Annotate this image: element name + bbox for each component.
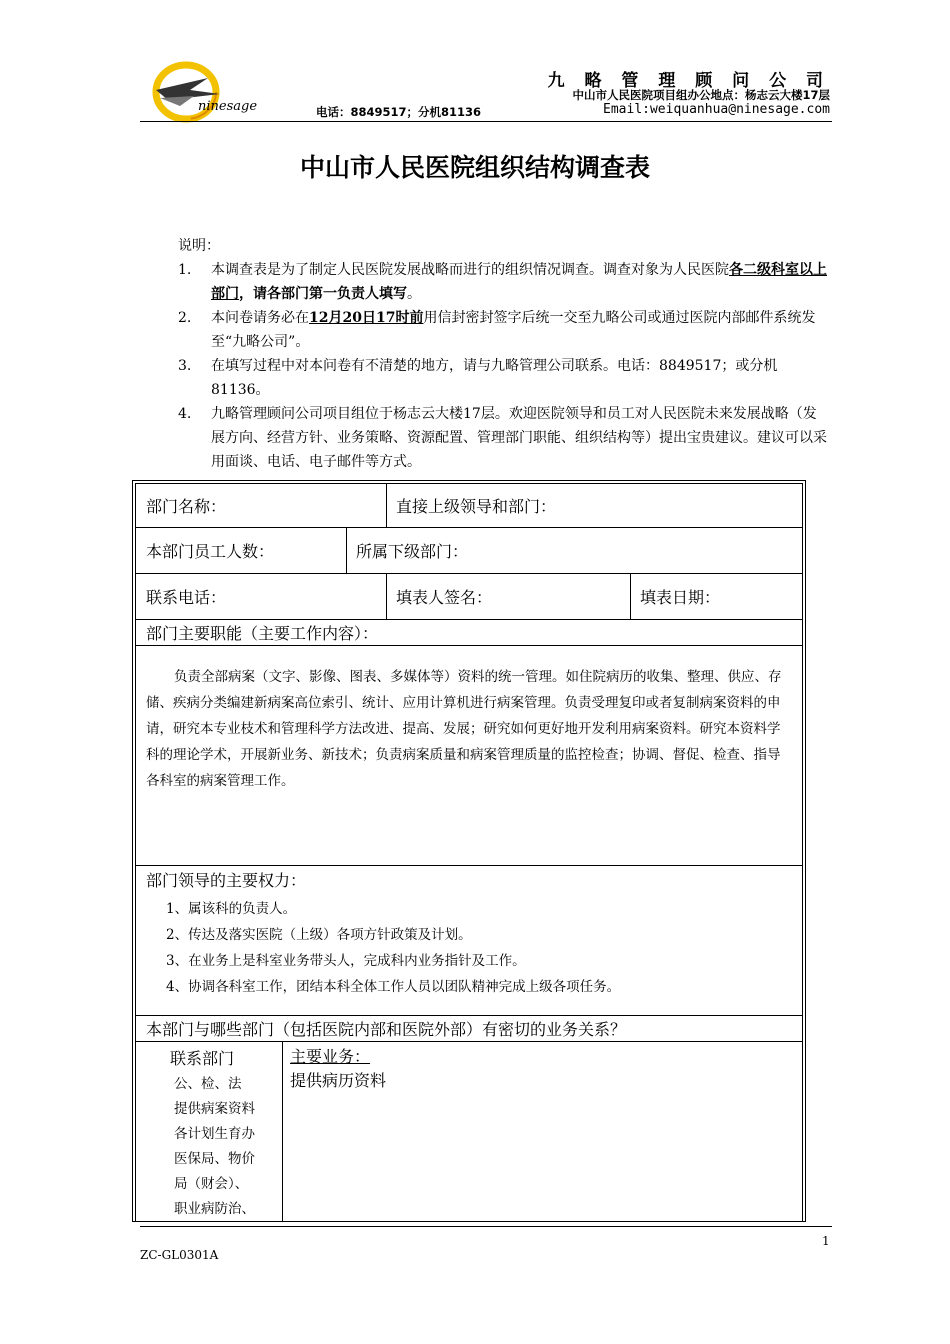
form-row-staff bbox=[136, 528, 802, 574]
note-item bbox=[178, 354, 830, 402]
duties-heading: 部门主要职能（主要工作内容）： bbox=[146, 624, 379, 643]
powers-list[interactable] bbox=[166, 896, 620, 1000]
form-row-relations-head bbox=[136, 1016, 802, 1042]
contact-email-line: Email:weiquanhua@ninesage.com bbox=[603, 102, 830, 117]
note-emphasis: ，请各部门第一负责人填写 bbox=[239, 286, 407, 302]
header-divider bbox=[140, 121, 832, 122]
contact-phone-field[interactable]: 联系电话： bbox=[146, 588, 227, 607]
form-row-contact bbox=[136, 574, 802, 620]
note-text-part: 用信封密封签字后统一交至九略公司或通过医院内部邮件系统发至“九略公司”。 bbox=[211, 310, 816, 350]
powers-heading: 部门领导的主要权力： bbox=[146, 871, 307, 890]
power-item: 1、属该科的负责人。 bbox=[166, 901, 297, 917]
document-code: ZC-GL0301A bbox=[140, 1248, 219, 1262]
main-business-heading: 主要业务： bbox=[290, 1047, 371, 1066]
filler-sign-field[interactable]: 填表人签名： bbox=[396, 588, 493, 607]
contact-dept-item: 公、检、法 bbox=[174, 1076, 242, 1092]
power-item: 4、协调各科室工作，团结本科全体工作人员以团队精神完成上级各项任务。 bbox=[166, 979, 621, 995]
company-name: 九 略 管 理 顾 问 公 司 bbox=[547, 71, 830, 91]
note-text bbox=[211, 306, 830, 354]
fill-date-field[interactable]: 填表日期： bbox=[640, 588, 721, 607]
form-row-duties bbox=[136, 646, 802, 866]
form-row-department bbox=[136, 484, 802, 528]
contact-dept-column[interactable] bbox=[136, 1042, 282, 1221]
note-text-part: 本调查表是为了制定人民医院发展战略而进行的组织情况调查。调查对象为人民医院 bbox=[211, 262, 729, 278]
form-row-powers bbox=[136, 866, 802, 1016]
note-number: 2. bbox=[178, 310, 192, 326]
notes-label: 说明： bbox=[178, 238, 220, 254]
note-item bbox=[178, 306, 830, 354]
ninesage-logo-icon bbox=[150, 60, 270, 130]
dept-name-field[interactable]: 部门名称： bbox=[146, 497, 227, 516]
contact-dept-item: 医保局、物价 bbox=[174, 1151, 255, 1167]
logo-wordmark: ninesage bbox=[198, 99, 258, 114]
note-text: 九略管理顾问公司项目组位于杨志云大楼17层。欢迎医院领导和员工对人民医院未来发展战略（发展方向、经营方针、业务策略、资源配置、管理部门职能、组织结构等）提出宝贵建议。建议可以采用面谈、电话、电子邮件等方式。 bbox=[211, 406, 827, 470]
form-row-duties-head bbox=[136, 620, 802, 646]
subordinates-field[interactable]: 所属下级部门： bbox=[356, 542, 469, 561]
survey-form-table bbox=[132, 480, 806, 1222]
note-number: 4. bbox=[178, 406, 192, 422]
note-deadline: 12月20日17时前 bbox=[309, 310, 424, 326]
staff-count-field[interactable]: 本部门员工人数： bbox=[146, 542, 275, 561]
power-item: 2、传达及落实医院（上级）各项方针政策及计划。 bbox=[166, 927, 472, 943]
note-text: 在填写过程中对本问卷有不清楚的地方，请与九略管理公司联系。电话：8849517；或分机81136。 bbox=[211, 358, 778, 398]
contact-dept-item: 提供病案资料 bbox=[174, 1101, 255, 1117]
note-text bbox=[211, 258, 830, 306]
contact-dept-item: 各计划生育办 bbox=[174, 1126, 255, 1142]
contact-dept-item: 局（财会）、 bbox=[174, 1176, 249, 1192]
form-row-relations bbox=[136, 1042, 802, 1221]
contact-dept-list bbox=[174, 1072, 255, 1222]
superior-field[interactable]: 直接上级领导和部门： bbox=[396, 497, 557, 516]
duties-text[interactable]: 负责全部病案（文字、影像、图表、多媒体等）资料的统一管理。如住院病历的收集、整理、供应、存储、疾病分类编建新病案高位索引、统计、应用计算机进行病案管理。负责受理复印或者复制病案资料的申请，研究本专业枝术和管理科学方法改进、提高、发展；研究如何更好地开发利用病案资料。研究本资料学科的理论学术，开展新业务、新技术；负责病案质量和病案管理质量的监控检查；协调、督促、检查、指导各科室的病案管理工作。 bbox=[146, 669, 782, 789]
note-text-part: 本问卷请务必在 bbox=[211, 310, 309, 326]
note-number: 3. bbox=[178, 358, 192, 374]
contact-dept-item: 职业病防治、 bbox=[174, 1201, 255, 1217]
contact-dept-heading: 联系部门 bbox=[170, 1049, 235, 1068]
main-business-column[interactable] bbox=[282, 1042, 802, 1221]
contact-phone-line: 电话：8849517；分机81136 bbox=[316, 105, 482, 119]
page-number: 1 bbox=[822, 1234, 830, 1248]
document-title: 中山市人民医院组织结构调查表 bbox=[299, 153, 650, 182]
relations-heading: 本部门与哪些部门（包括医院内部和医院外部）有密切的业务关系？ bbox=[146, 1020, 627, 1039]
company-logo bbox=[150, 60, 270, 130]
footer-divider bbox=[140, 1226, 832, 1227]
survey-form-inner bbox=[135, 483, 803, 1221]
note-number: 1. bbox=[178, 262, 192, 278]
note-item bbox=[178, 402, 830, 474]
notes-list bbox=[178, 258, 830, 474]
main-business-text: 提供病历资料 bbox=[290, 1071, 387, 1090]
note-text-part: 。 bbox=[407, 286, 421, 302]
note-emphasis: 各二级科室以上部门 bbox=[211, 262, 827, 302]
power-item: 3、在业务上是科室业务带头人，完成科内业务指针及工作。 bbox=[166, 953, 526, 969]
note-item bbox=[178, 258, 830, 306]
office-address: 中山市人民医院项目组办公地点：杨志云大楼17层 bbox=[572, 88, 830, 102]
